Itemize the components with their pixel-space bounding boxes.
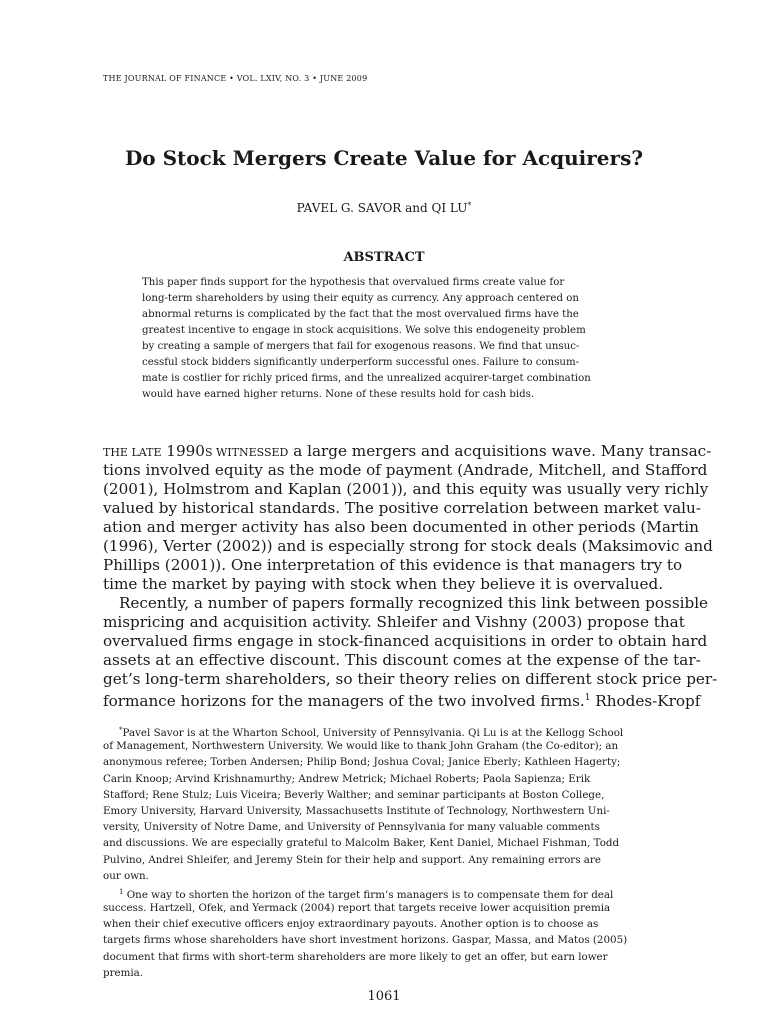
author-footnote-mark: *	[467, 201, 472, 210]
abstract-line: long-term shareholders by using their equity as currency. Any approach centered on	[142, 293, 579, 304]
body-line: ation and merger activity has also been documented in other periods (Martin	[103, 518, 699, 536]
body-first-line-rest: a large mergers and acquisitions wave. Many transac-	[288, 442, 712, 460]
footnotes	[103, 722, 673, 981]
footnote-star-mark: *	[119, 726, 123, 734]
footnote-line: versity, University of Notre Dame, and University of Pennsylvania for many valuable comments	[103, 821, 600, 834]
body-line: mispricing and acquisition activity. Shleifer and Vishny (2003) propose that	[103, 613, 685, 631]
footnote-line: when their chief executive officers enjoy extraordinary payouts. Another option is to choose as	[103, 918, 599, 931]
abstract-line: greatest incentive to engage in stock acquisitions. We solve this endogeneity problem	[142, 325, 586, 336]
body-line: get’s long-term shareholders, so their theory relies on different stock price per-	[103, 670, 718, 688]
footnote-star-text: Pavel Savor is at the Wharton School, University of Pennsylvania. Qi Lu is at the Kellogg School	[122, 727, 624, 739]
body-smallcaps-opening-suffix: S WITNESSED	[204, 446, 289, 459]
body-line: Recently, a number of papers formally recognized this link between possible	[119, 594, 709, 612]
footnote-line: targets firms whose shareholders have short investment horizons. Gaspar, Massa, and Matos (2005)	[103, 934, 628, 947]
footnote-line: and discussions. We are especially grateful to Malcolm Baker, Kent Daniel, Michael Fishman, Todd	[103, 837, 620, 850]
body-year: 1990	[161, 442, 205, 460]
footnote-line: anonymous referee; Torben Andersen; Philip Bond; Joshua Coval; Janice Eberly; Kathleen Hagerty;	[103, 756, 621, 769]
body-line: Phillips (2001)). One interpretation of this evidence is that managers try to	[103, 556, 683, 574]
footnote-line	[103, 722, 673, 738]
abstract-heading: ABSTRACT	[343, 250, 425, 265]
abstract-text	[142, 275, 642, 403]
footnote-line: Emory University, Harvard University, Massachusetts Institute of Technology, Northwestern Uni-	[103, 804, 610, 817]
footnote-line: of Management, Northwestern University. We would like to thank John Graham (the Co-editor); an	[103, 740, 619, 753]
body-line: assets at an effective discount. This discount comes at the expense of the tar-	[103, 651, 701, 669]
body-line: tions involved equity as the mode of payment (Andrade, Mitchell, and Stafford	[103, 461, 708, 479]
abstract-line: mate is costlier for richly priced firms, and the unrealized acquirer-target combination	[142, 373, 591, 384]
body-line: (1996), Verter (2002)) and is especially strong for stock deals (Maksimovic and	[103, 537, 713, 555]
abstract-line: cessful stock bidders significantly underperform successful ones. Failure to consum-	[142, 357, 580, 368]
body-line: time the market by paying with stock when they believe it is overvalued.	[103, 575, 664, 593]
footnote-ref-1: 1	[584, 693, 591, 703]
abstract-line: abnormal returns is complicated by the fact that the most overvalued firms have the	[142, 309, 579, 320]
footnote-line	[103, 884, 673, 900]
paper-title: Do Stock Mergers Create Value for Acquirers?	[124, 146, 644, 170]
author-names: PAVEL G. SAVOR and QI LU	[296, 201, 468, 215]
abstract-line: by creating a sample of mergers that fail for exogenous reasons. We find that unsuc-	[142, 341, 580, 352]
body-line: overvalued firms engage in stock-financed acquisitions in order to obtain hard	[103, 632, 708, 650]
footnote-line: premia.	[103, 966, 144, 979]
journal-header: THE JOURNAL OF FINANCE • VOL. LXIV, NO. 3 • JUNE 2009	[103, 74, 368, 83]
body-line	[103, 442, 712, 461]
footnote-line: Pulvino, Andrei Shleifer, and Jeremy Stein for their help and support. Any remaining errors are	[103, 853, 601, 866]
footnote-line: success. Hartzell, Ofek, and Yermack (2004) report that targets receive lower acquisition premia	[103, 902, 611, 915]
footnote-1-mark: 1	[119, 887, 124, 896]
footnote-line: Stafford; Rene Stulz; Luis Viceira; Beverly Walther; and seminar participants at Boston College,	[103, 788, 605, 801]
body-last-line-start: formance horizons for the managers of the two involved firms.	[103, 692, 585, 710]
footnote-line: Carin Knoop; Arvind Krishnamurthy; Andrew Metrick; Michael Roberts; Paola Sapienza; Erik	[103, 772, 591, 785]
footnote-line: our own.	[103, 869, 149, 882]
page-number: 1061	[367, 989, 401, 1004]
body-line	[103, 689, 701, 710]
author-line	[0, 201, 768, 215]
footnote-1-text: One way to shorten the horizon of the target firm’s managers is to compensate them for deal	[123, 888, 614, 901]
body-smallcaps-opening: THE LATE	[103, 446, 162, 459]
body-text	[103, 442, 718, 710]
body-line: valued by historical standards. The positive correlation between market valu-	[103, 499, 701, 517]
body-line: (2001), Holmstrom and Kaplan (2001)), and this equity was usually very richly	[103, 480, 709, 498]
body-last-line-end: Rhodes-Kropf	[590, 692, 701, 710]
abstract-line: This paper finds support for the hypothesis that overvalued firms create value for	[142, 277, 565, 288]
footnote-line: document that firms with short-term shareholders are more likely to get an offer, but earn lower	[103, 950, 608, 963]
abstract-line: would have earned higher returns. None of these results hold for cash bids.	[142, 389, 535, 400]
